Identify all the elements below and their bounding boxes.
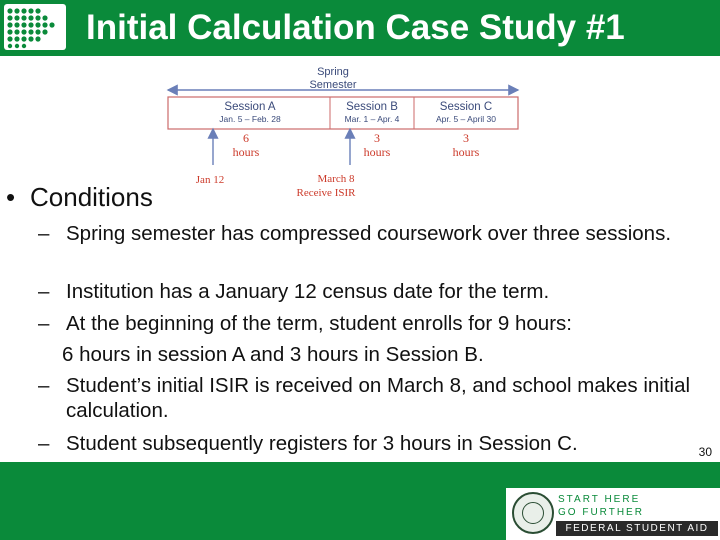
session-b-name: Session B xyxy=(346,101,398,113)
session-b-hours-value: 3 xyxy=(374,131,380,145)
session-b-hours-unit: hours xyxy=(363,145,391,159)
session-a-hours-unit: hours xyxy=(232,145,260,159)
session-a-dates: Jan. 5 – Feb. 28 xyxy=(219,114,281,124)
census-date-label: Jan 12 xyxy=(195,174,225,186)
session-c-hours-unit: hours xyxy=(452,145,480,159)
term-label-1: Spring xyxy=(317,66,349,78)
list-item-text: Spring semester has compressed coursework over three sessions. xyxy=(66,222,672,245)
session-b-dates: Mar. 1 – Apr. 4 xyxy=(344,114,400,124)
list-item xyxy=(38,311,698,336)
list-item-text: Student’s initial ISIR is received on March 8, and school makes initial calculation. xyxy=(66,374,691,422)
term-label-2: Semester xyxy=(309,79,357,91)
list-dash: – xyxy=(38,432,50,455)
session-c-dates: Apr. 5 – April 30 xyxy=(435,114,497,124)
isir-date-label: March 8 xyxy=(317,173,355,185)
conditions-label: Conditions xyxy=(30,182,153,212)
list-dash: – xyxy=(38,312,50,335)
session-a-name: Session A xyxy=(224,101,276,113)
list-item-text: Student subsequently registers for 3 hours in Session C. xyxy=(66,432,578,455)
logo-line-1: START HERE xyxy=(558,494,641,505)
bullet-icon: • xyxy=(6,182,16,212)
list-item xyxy=(38,221,698,271)
list-item-text: Institution has a January 12 census date for the term. xyxy=(66,280,550,303)
isir-receive-label: Receive ISIR xyxy=(296,187,356,199)
page-number: 30 xyxy=(698,445,712,459)
conditions-bullet xyxy=(6,182,153,213)
list-item xyxy=(38,431,698,456)
list-item xyxy=(38,373,698,423)
list-item-text: 6 hours in session A and 3 hours in Session B. xyxy=(62,343,484,366)
session-a-hours-value: 6 xyxy=(243,131,249,145)
list-dash: – xyxy=(38,374,50,397)
list-dash: – xyxy=(38,222,50,245)
logo-line-3: FEDERAL STUDENT AID xyxy=(556,521,718,536)
seal-icon xyxy=(512,492,554,534)
list-item-continuation xyxy=(38,342,698,367)
list-dash: – xyxy=(38,280,50,303)
logo-line-2: GO FURTHER xyxy=(558,507,644,518)
session-c-name: Session C xyxy=(439,101,493,113)
slide-title: Initial Calculation Case Study #1 xyxy=(86,8,625,47)
session-c-hours-value: 3 xyxy=(463,131,469,145)
list-item-text: At the beginning of the term, student enrolls for 9 hours: xyxy=(66,312,572,335)
list-item xyxy=(38,279,698,304)
